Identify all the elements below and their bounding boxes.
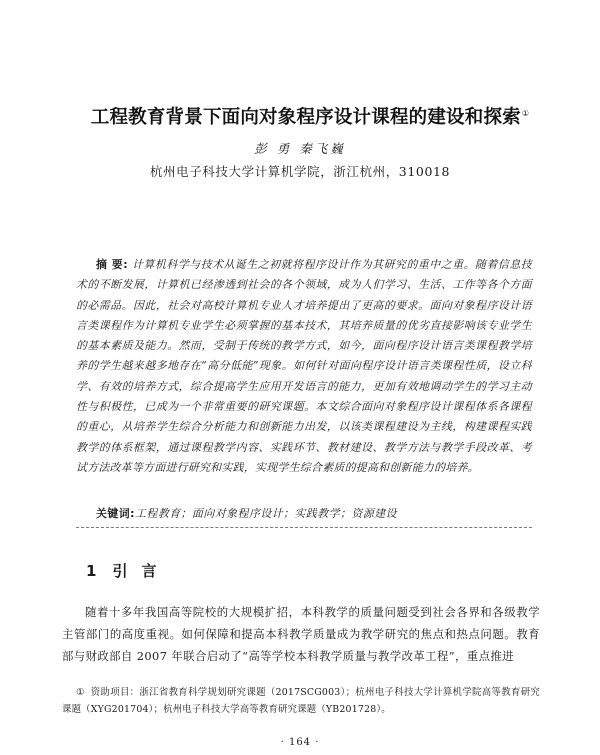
abstract: [76, 255, 532, 478]
footnote-text: 资助项目：浙江省教育科学规划研究课题（2017SCG003）；杭州电子科技大学计算机学院高等教育研究课题（XYG201704）；杭州电子科技大学高等教育研究课题（YB201728）。: [62, 687, 540, 715]
footnote-mark: ①: [76, 687, 85, 698]
page-number: · 164 ·: [280, 737, 320, 748]
keywords-text: 工程教育；面向对象程序设计；实践教学；资源建设: [135, 507, 398, 520]
affiliation: 杭州电子科技大学计算机学院，浙江杭州，310018: [149, 164, 451, 179]
body-paragraph: 随着十多年我国高等院校的大规模扩招，本科教学的质量问题受到社会各界和各级教学主管部门的高度重视。如何保障和提高本科教学质量成为教学研究的焦点和热点问题。教育部与财政部自 2007 年联合启动了“高等学校本科教学质量与教学改革工程”，重点推进: [62, 605, 540, 663]
section-title: 引言: [112, 562, 171, 580]
body-text: [62, 601, 540, 667]
section-number: 1: [86, 562, 97, 580]
abstract-text: 计算机科学与技术从诞生之初就将程序设计作为其研究的重中之重。随着信息技术的不断发展，计算机已经渗透到社会的各个领域，成为人们学习、生活、工作等各个方面的必需品。因此，社会对高校计算机专业人才培养提出了更高的要求。面向对象程序设计语言类课程作为计算机专业学生必须掌握的基本技术，其培养质量的优劣直接影响该专业学生的基本素质及能力。然而，受制于传统的教学方式，如今，面向程序设计语言类课程教学培养的学生越来越多地存在“高分低能”现象。如何针对面向程序设计语言类课程性质，设立科学、有效的培养方式，综合提高学生应用开发语言的能力，更加有效地调动学生的学习主动性与积极性，已成为一个非常重要的研究课题。本文综合面向对象程序设计课程体系各课程的重心，从培养学生综合分析能力和创新能力出发，以该类课程建设为主线，构建课程实践教学的体系框架，通过课程教学内容、实践环节、教材建设、教学方法与教学手段改革、考试方法改革等方面进行研究和实践，实现学生综合素质的提高和创新能力的培养。: [76, 258, 532, 474]
title-footnote-mark: ①: [521, 108, 530, 118]
authors: 彭 勇 秦飞巍: [254, 141, 346, 156]
section-heading: [86, 560, 170, 581]
keywords: [96, 505, 536, 521]
abstract-label: 摘 要:: [96, 258, 128, 271]
abstract-divider: [76, 527, 532, 528]
paper-title: [60, 103, 560, 129]
footnote: [62, 685, 540, 718]
paper-title-text: 工程教育背景下面向对象程序设计课程的建设和探索: [90, 107, 521, 128]
keywords-label: 关键词:: [96, 507, 136, 520]
